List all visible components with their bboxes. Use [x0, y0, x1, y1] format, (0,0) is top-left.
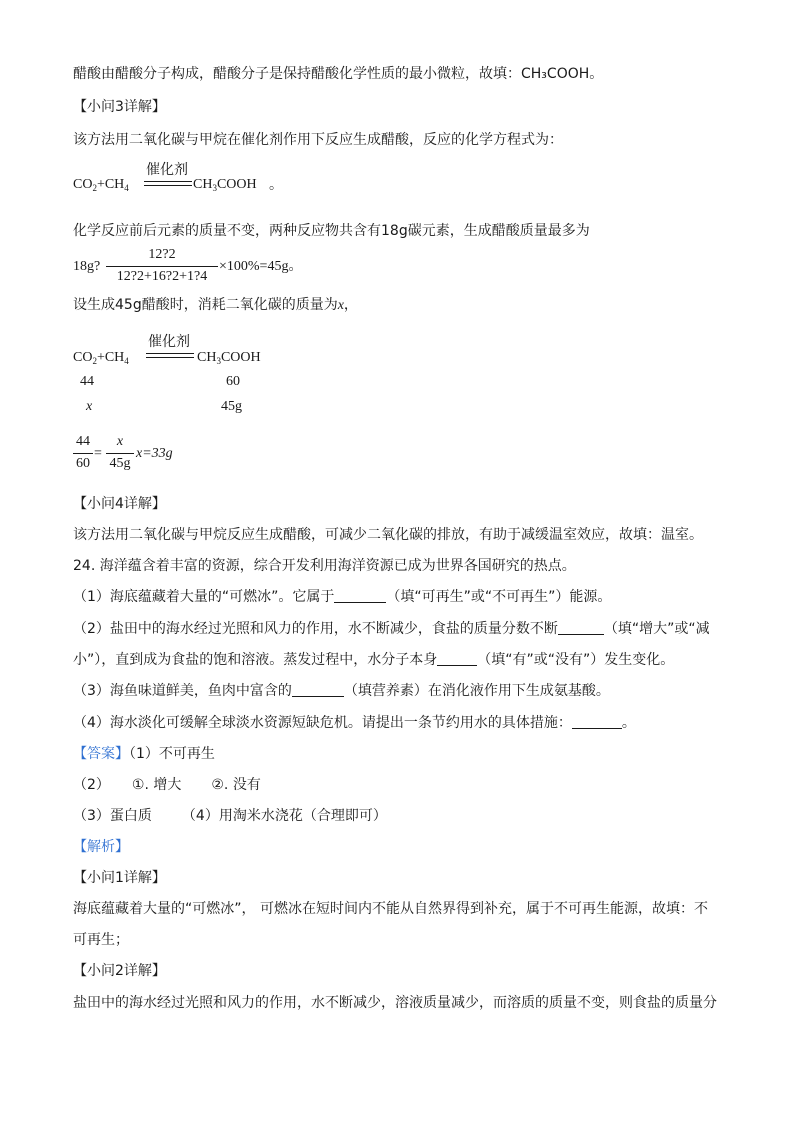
answer-line-2: （2） ①. 增大 ②. 没有	[73, 777, 261, 793]
eq2-mass-acid: 60	[226, 374, 240, 389]
document-page: 醋酸由醋酸分子构成，醋酸分子是保持醋酸化学性质的最小微粒，故填：CH₃COOH。 【小问3详解】 该方法用二氧化碳与甲烷在催化剂作用下反应生成醋酸，反应的化学方程式为： $CO_2+CH_4$ 催化剂 $CH_3COOH$ 。 化学反应前后元素的质量不变，两种反应物共含有18g碳元素，生成醋酸质量最多为 18g? 12?2 12?2+16?2+1?4 ×100%=45g。 设生成45g醋酸时，消耗二氧化碳的质量为x， 催化剂 $CO_2+CH_4$ $CH_3COOH$ 44 60 x 45g 44 60 = x 45g x=33g 【小问4详解】 该方法用二氧化碳与甲烷反应生成醋酸，可减少二氧化碳的排放，有助于减缓温室效应，故填：温室。 24. 海洋蕴含着丰富的资源，综合开发利用海洋资源已成为世界各国研究的热点。 （1）海底蕴藏着大量的“可燃冰”。它属于 （填“可再生”或“不可再生”）能源。 （2）盐田中的海水经过光照和风力的作用，水不断减少，食盐的质量分数不断 （填“增大”或“减 小”），直到成为食盐的饱和溶液。蒸发过程中，水分子本身 （填“有”或“没有”）发生变化。 （3）海鱼味道鲜美，鱼肉中富含的 （填营养素）在消化液作用下生成氨基酸。 （4）海水淡化可缓解全球淡水资源短缺危机。请提出一条节约用水的具体措施： 。 【答案】（1）不可再生 （2） ①. 增大 ②. 没有 （3）蛋白质 （4）用淘米水浇花（合理即可） 【解析】 【小问1详解】 海底蕴藏着大量的“可燃冰”， 可燃冰在短时间内不能从自然界得到补充，属于不可再生能源，故填：不 可再生； 【小问2详解】 盐田中的海水经过光照和风力的作用，水不断减少，溶液质量减少，而溶质的质量不变，则食盐的质量分	[73, 66, 717, 1011]
eq2-catalyst: 催化剂	[148, 334, 190, 350]
calc-denominator: 12?2+16?2+1?4	[116, 269, 208, 284]
calc-suffix: ×100%=45g。	[219, 259, 303, 274]
question-24-part-3: （3）海鱼味道鲜美，鱼肉中富含的 （填营养素）在消化液作用下生成氨基酸。	[73, 683, 610, 699]
eq1-equals-bar	[144, 181, 192, 186]
blank-5[interactable]	[572, 714, 622, 729]
question-24-part-4: （4）海水淡化可缓解全球淡水资源短缺危机。请提出一条节约用水的具体措施： 。	[73, 715, 636, 731]
eq2-unknown-x: x	[86, 399, 93, 414]
eq2-mass-co2: 44	[80, 374, 94, 389]
prop-bar-2	[106, 453, 134, 454]
q1-heading: 【小问1详解】	[73, 870, 166, 886]
setup-paragraph: 设生成45g醋酸时，消耗二氧化碳的质量为x，	[73, 297, 358, 313]
var-x: x	[337, 298, 344, 313]
answer-tag: 【答案】	[73, 746, 129, 762]
mass-paragraph: 化学反应前后元素的质量不变，两种反应物共含有18g碳元素，生成醋酸质量最多为	[73, 223, 590, 239]
question-24-part-1: （1）海底蕴藏着大量的“可燃冰”。它属于 （填“可再生”或“不可再生”）能源。	[73, 589, 612, 605]
eq1-catalyst: 催化剂	[146, 162, 188, 178]
answer-line-1: 【答案】（1）不可再生	[73, 746, 215, 762]
prop-result: x=33g	[136, 446, 173, 461]
q4-text: 该方法用二氧化碳与甲烷反应生成醋酸，可减少二氧化碳的排放，有助于减缓温室效应，故填：温室。	[73, 527, 703, 543]
eq1-end: 。	[269, 177, 283, 193]
q1-text: 海底蕴藏着大量的“可燃冰”， 可燃冰在短时间内不能从自然界得到补充，属于不可再生能源，故填：不	[73, 901, 708, 917]
eq1-ch4: +CH	[96, 177, 125, 192]
q1-text-cont: 可再生；	[73, 932, 129, 948]
question-24-part-2-cont: 小”），直到成为食盐的饱和溶液。蒸发过程中，水分子本身 （填“有”或“没有”）发生变化。	[73, 652, 675, 668]
eq1-co2: $CO_2$	[73, 177, 97, 193]
eq2-product: $CH_3COOH$	[197, 350, 261, 366]
prop-numerator-2: x	[116, 434, 124, 449]
q3-heading: 【小问3详解】	[73, 99, 166, 115]
eq2-given-45g: 45g	[221, 399, 242, 414]
blank-4[interactable]	[292, 682, 344, 697]
prop-denominator-2: 45g	[109, 456, 131, 471]
q2-text: 盐田中的海水经过光照和风力的作用，水不断减少，溶液质量减少，而溶质的质量不变，则食盐的质量分	[73, 995, 717, 1011]
q3-text: 该方法用二氧化碳与甲烷在催化剂作用下反应生成醋酸，反应的化学方程式为：	[73, 132, 563, 148]
eq2-equals-bar	[146, 353, 194, 358]
prop-equals: =	[94, 446, 102, 461]
answer-line-3: （3）蛋白质 （4）用淘米水浇花（合理即可）	[73, 808, 387, 824]
blank-2[interactable]	[558, 620, 604, 635]
eq2-reactants: $CO_2+CH_4$	[73, 350, 129, 366]
calc-fraction-bar	[106, 266, 218, 267]
question-24-part-2: （2）盐田中的海水经过光照和风力的作用，水不断减少，食盐的质量分数不断 （填“增大”或“减	[73, 621, 710, 637]
paragraph-acetic-molecule: 醋酸由醋酸分子构成，醋酸分子是保持醋酸化学性质的最小微粒，故填：CH₃COOH。	[73, 66, 604, 82]
eq1-product: $CH_3COOH$	[193, 177, 257, 193]
blank-1[interactable]	[334, 588, 386, 603]
q2-heading: 【小问2详解】	[73, 963, 166, 979]
analysis-tag: 【解析】	[73, 839, 129, 855]
q4-heading: 【小问4详解】	[73, 496, 166, 512]
prop-bar-1	[73, 453, 93, 454]
calc-prefix: 18g?	[73, 259, 101, 274]
question-24-intro: 24. 海洋蕴含着丰富的资源，综合开发利用海洋资源已成为世界各国研究的热点。	[73, 558, 576, 574]
prop-numerator-1: 44	[76, 434, 90, 449]
blank-3[interactable]	[437, 651, 477, 666]
prop-denominator-1: 60	[76, 456, 90, 471]
calc-numerator: 12?2	[148, 247, 176, 262]
